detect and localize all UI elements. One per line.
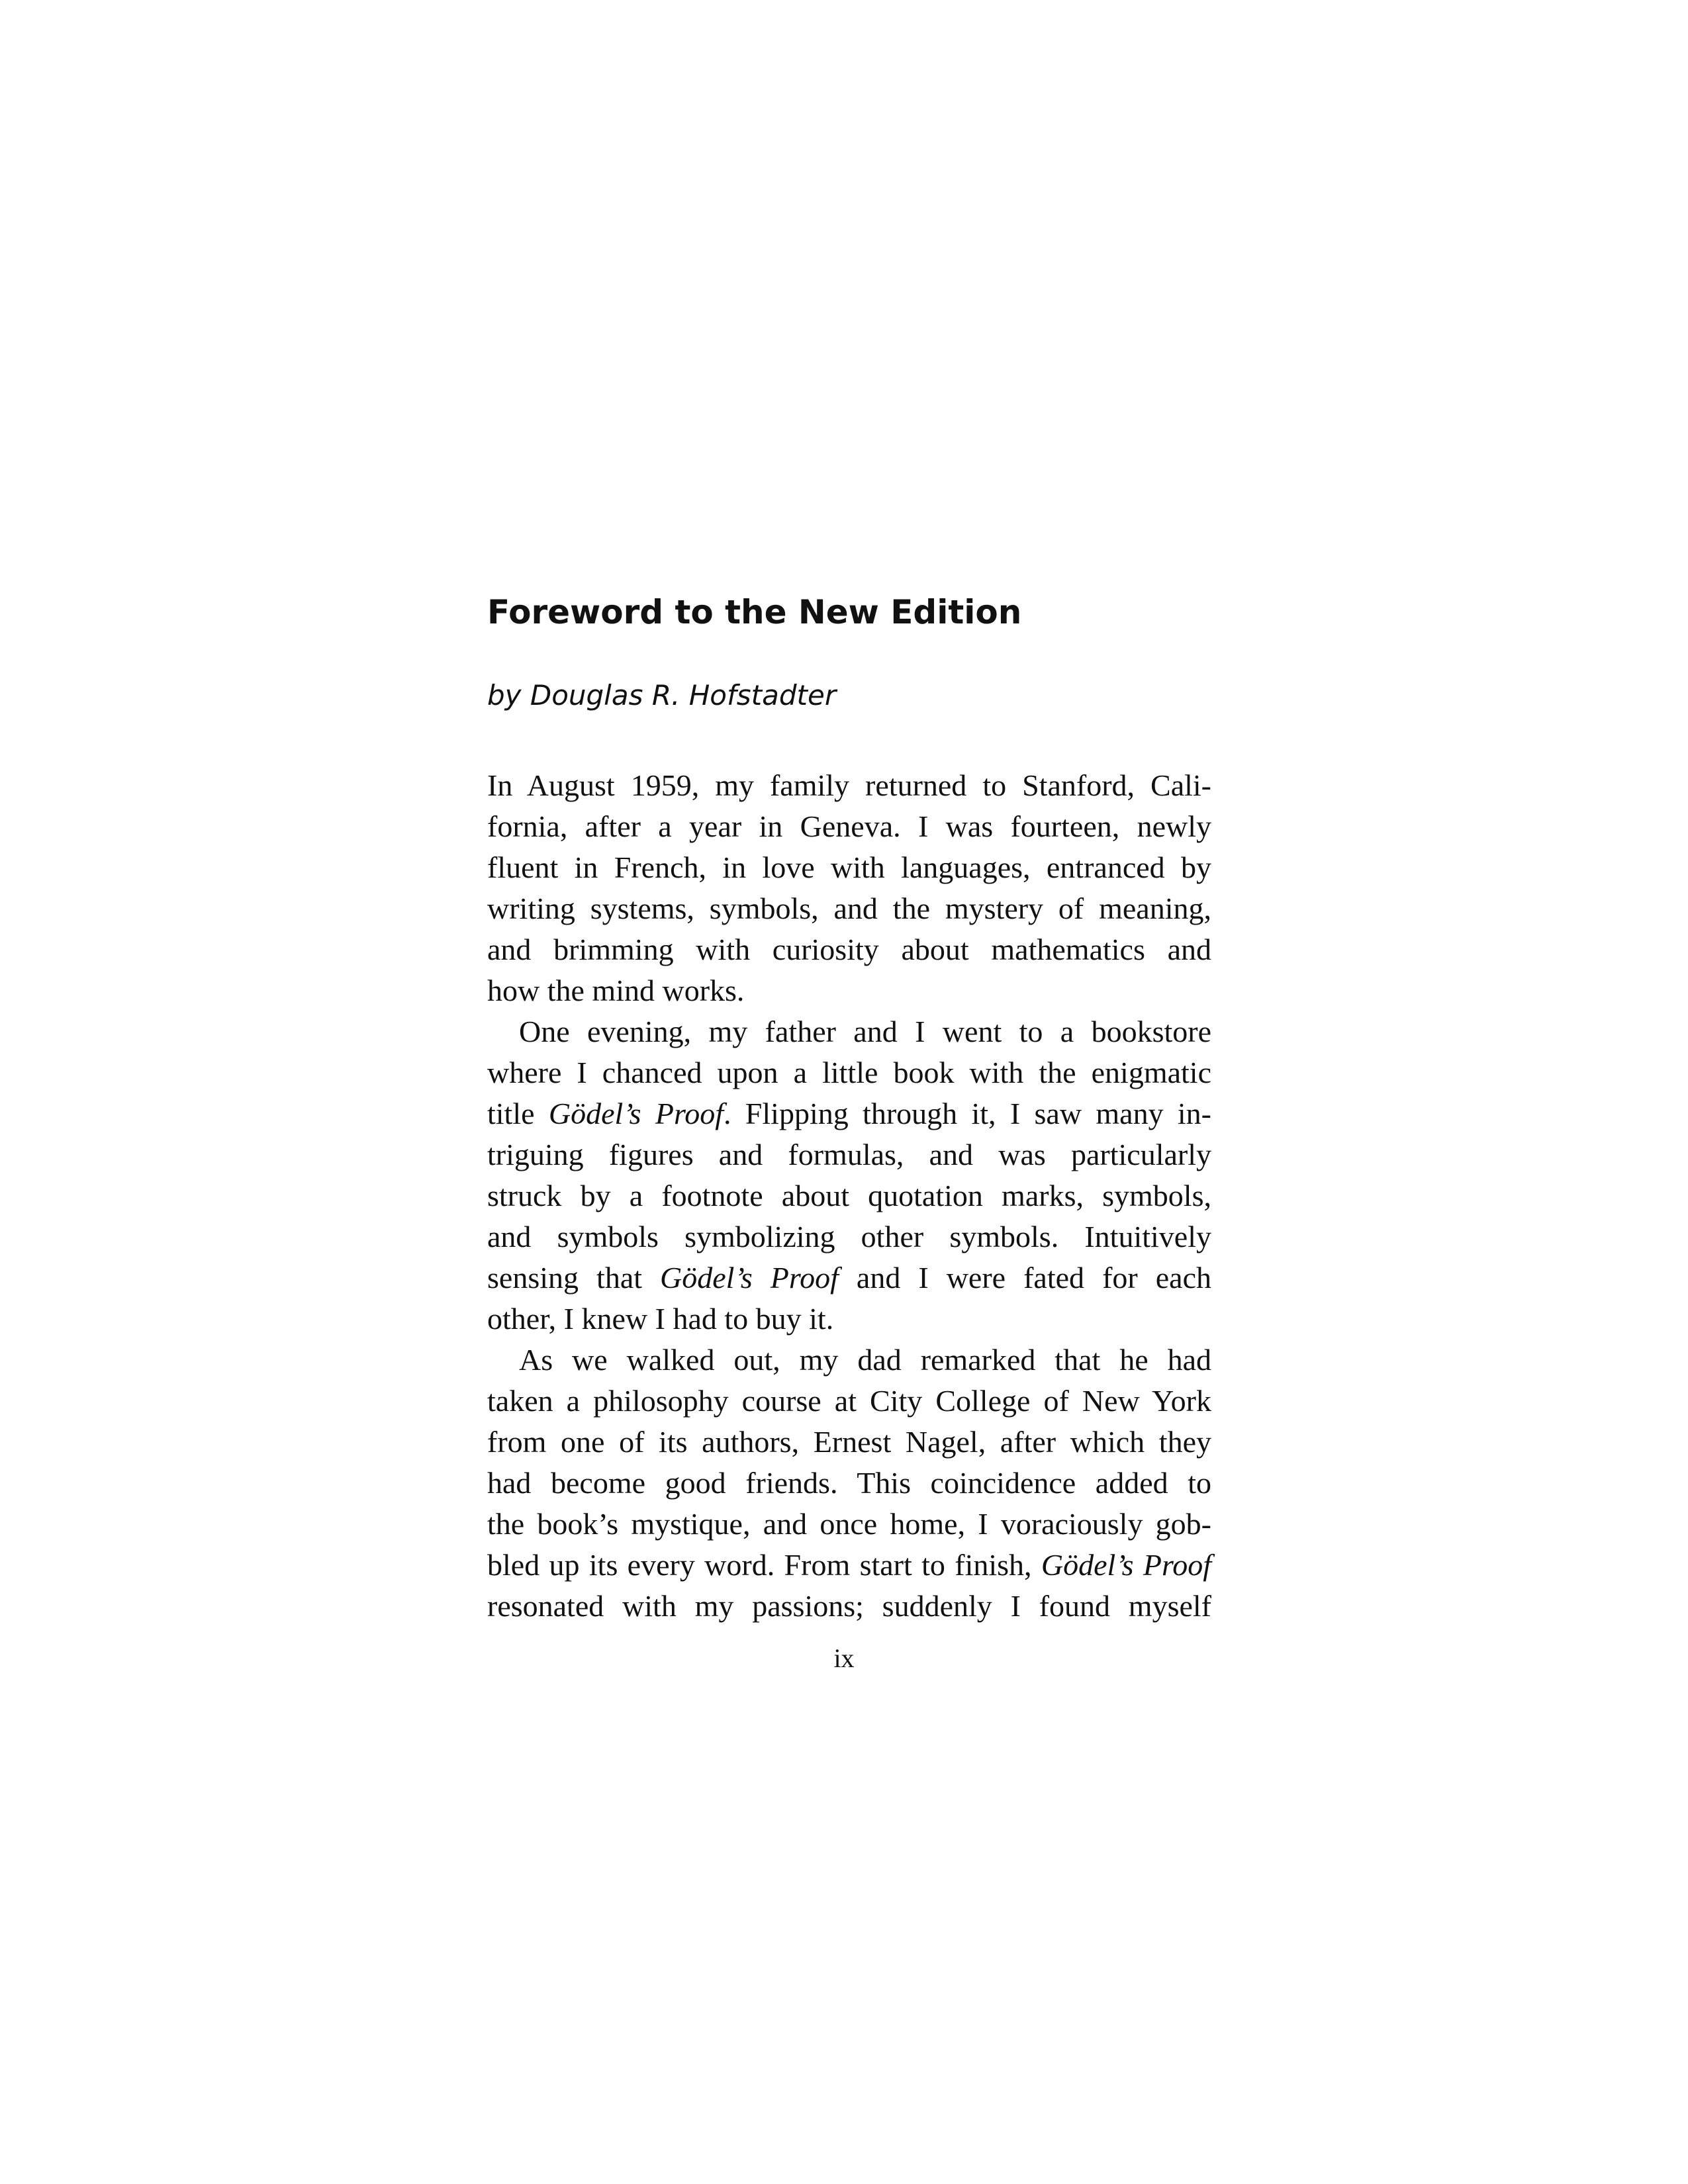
text-line: and symbols symbolizing other symbols. Intuitively	[487, 1220, 1211, 1253]
text-line: other, I knew I had to buy it.	[487, 1302, 834, 1336]
book-title: Gödel’s Proof	[1041, 1548, 1211, 1582]
page-number: ix	[833, 1643, 855, 1673]
text-line: resonated with my passions; suddenly I found myself	[487, 1589, 1211, 1623]
text-line: struck by a footnote about quotation marks, symbols,	[487, 1179, 1211, 1212]
text-line: writing systems, symbols, and the mystery of meaning,	[487, 891, 1211, 925]
author-byline: by Douglas R. Hofstadter	[487, 679, 837, 711]
text-line: fornia, after a year in Geneva. I was fourteen, newly	[487, 809, 1211, 843]
text-line: sensing that Gödel’s Proof and I were fated for each	[487, 1261, 1212, 1295]
text-line: the book’s mystique, and once home, I voraciously gob-	[487, 1507, 1211, 1541]
text-line: bled up its every word. From start to finish, Gödel’s Proof	[487, 1548, 1211, 1582]
text-line: had become good friends. This coincidence added to	[487, 1466, 1211, 1500]
text-line: from one of its authors, Ernest Nagel, after which they	[487, 1425, 1211, 1459]
text-line: and brimming with curiosity about mathematics and	[487, 933, 1211, 966]
text-line: fluent in French, in love with languages, entranced by	[487, 850, 1211, 884]
text-line: One evening, my father and I went to a bookstore	[519, 1015, 1211, 1048]
book-title: Gödel’s Proof	[660, 1261, 839, 1295]
text-line: how the mind works.	[487, 974, 745, 1007]
text-line: taken a philosophy course at City College of New York	[487, 1384, 1211, 1418]
text-line: title Gödel’s Proof. Flipping through it, I saw many in-	[487, 1097, 1211, 1130]
text-line: triguing figures and formulas, and was particularly	[487, 1138, 1211, 1171]
body-text	[487, 765, 1211, 1627]
page-title: Foreword to the New Edition	[487, 593, 1022, 631]
text-line: where I chanced upon a little book with the enigmatic	[487, 1056, 1211, 1089]
text-line: In August 1959, my family returned to Stanford, Cali-	[487, 768, 1211, 802]
book-title: Gödel’s Proof	[548, 1097, 724, 1130]
foreword-text-block	[487, 593, 1212, 1627]
text-line: As we walked out, my dad remarked that he had	[519, 1343, 1211, 1377]
